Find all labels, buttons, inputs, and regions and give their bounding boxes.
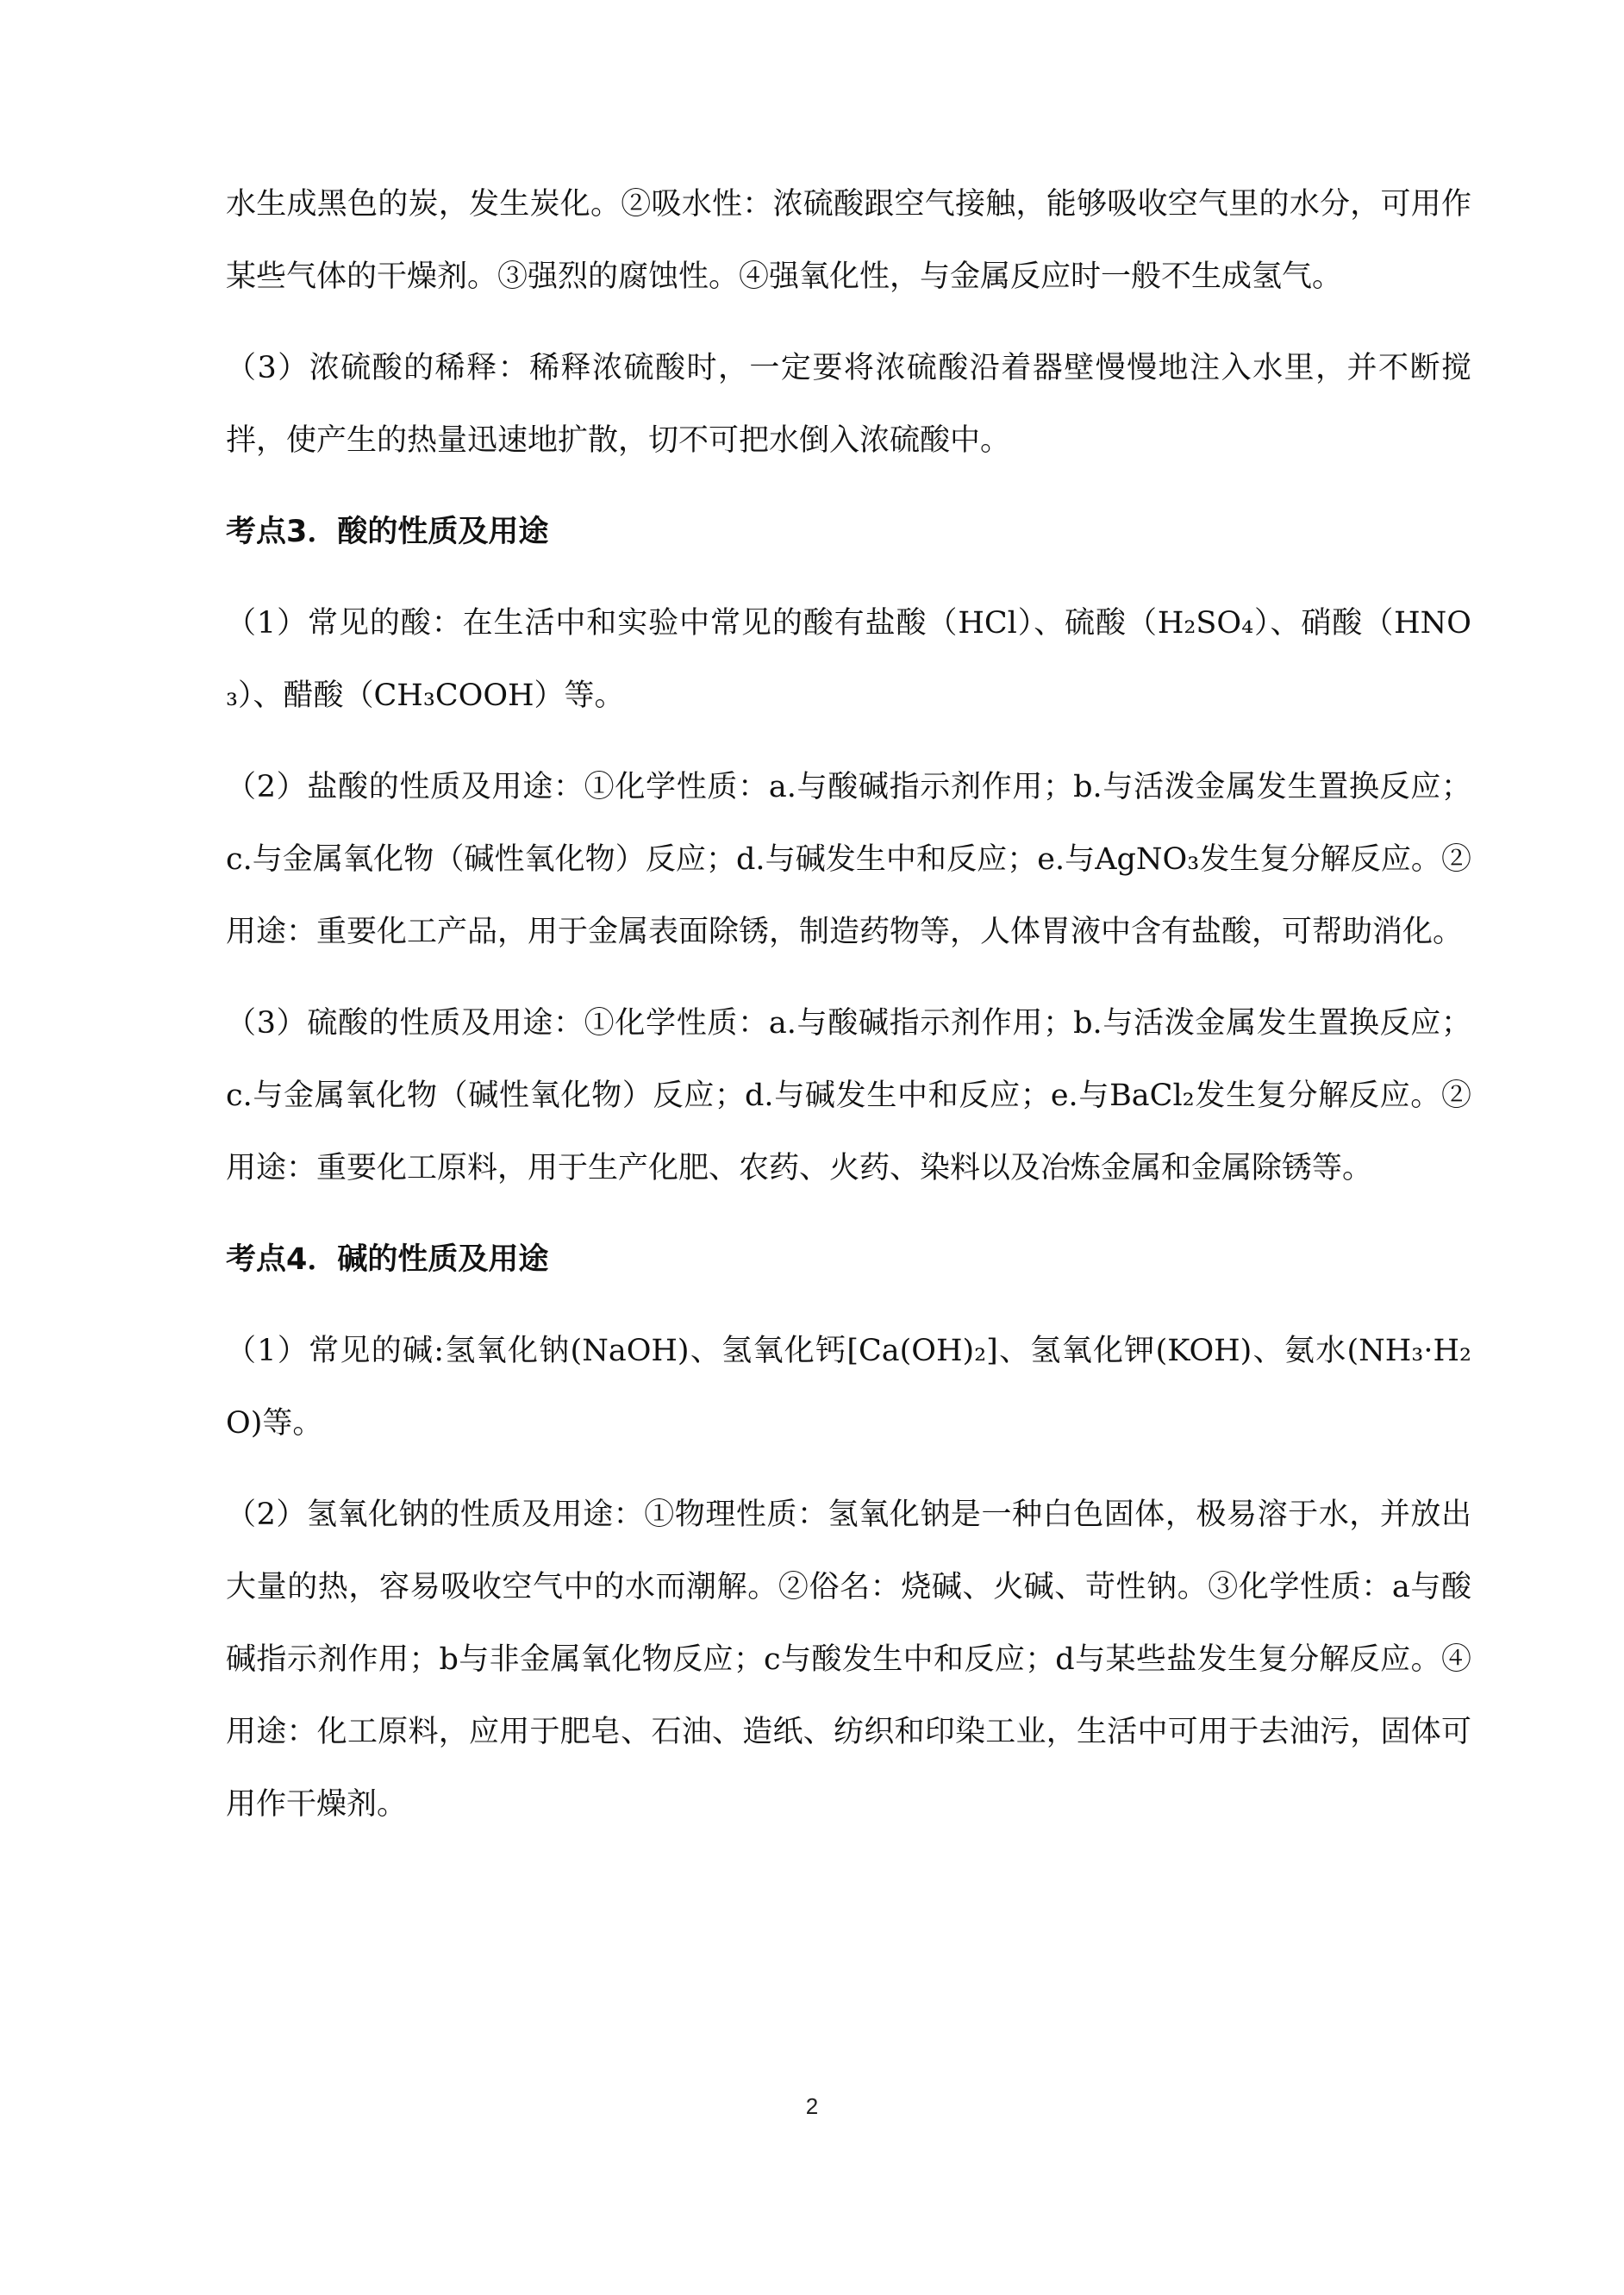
heading-point-4: 考点4．碱的性质及用途 xyxy=(226,1242,549,1277)
paragraph-sulfuric-properties: 水生成黑色的炭，发生炭化。②吸水性：浓硫酸跟空气接触，能够吸收空气里的水分，可用作某些气体的干燥剂。③强烈的腐蚀性。④强氧化性，与金属反应时一般不生成氢气。 xyxy=(226,187,1471,294)
paragraph-hydrochloric-acid: （2）盐酸的性质及用途：①化学性质：a.与酸碱指示剂作用；b.与活泼金属发生置换反应；c.与金属氧化物（碱性氧化物）反应；d.与碱发生中和反应；e.与AgNO₃发生复分解反应。②用途：重要化工产品，用于金属表面除锈，制造药物等，人体胃液中含有盐酸，可帮助消化。 xyxy=(226,770,1471,949)
paragraph-sodium-hydroxide: （2）氢氧化钠的性质及用途：①物理性质：氢氧化钠是一种白色固体，极易溶于水，并放出大量的热，容易吸收空气中的水而潮解。②俗名：烧碱、火碱、苛性钠。③化学性质：a与酸碱指示剂作用；b与非金属氧化物反应；c与酸发生中和反应；d与某些盐发生复分解反应。④用途：化工原料，应用于肥皂、石油、造纸、纺织和印染工业，生活中可用于去油污，固体可用作干燥剂。 xyxy=(226,1498,1471,1822)
page-number: 2 xyxy=(805,2093,819,2119)
paragraph-sulfuric-acid: （3）硫酸的性质及用途：①化学性质：a.与酸碱指示剂作用；b.与活泼金属发生置换反应；c.与金属氧化物（碱性氧化物）反应；d.与碱发生中和反应；e.与BaCl₂发生复分解反应。②用途：重要化工原料，用于生产化肥、农药、火药、染料以及冶炼金属和金属除锈等。 xyxy=(226,1006,1471,1185)
paragraph-common-bases: （1）常见的碱:氢氧化钠(NaOH)、氢氧化钙[Ca(OH)₂]、氢氧化钾(KOH)、氨水(NH₃·H₂O)等。 xyxy=(226,1334,1471,1441)
paragraph-sulfuric-dilution: （3）浓硫酸的稀释：稀释浓硫酸时，一定要将浓硫酸沿着器壁慢慢地注入水里，并不断搅拌，使产生的热量迅速地扩散，切不可把水倒入浓硫酸中。 xyxy=(226,351,1471,458)
page-content xyxy=(226,168,1471,1860)
heading-point-3: 考点3．酸的性质及用途 xyxy=(226,515,549,549)
paragraph-common-acids: （1）常见的酸：在生活中和实验中常见的酸有盐酸（HCl）、硫酸（H₂SO₄）、硝酸（HNO₃）、醋酸（CH₃COOH）等。 xyxy=(226,606,1471,713)
